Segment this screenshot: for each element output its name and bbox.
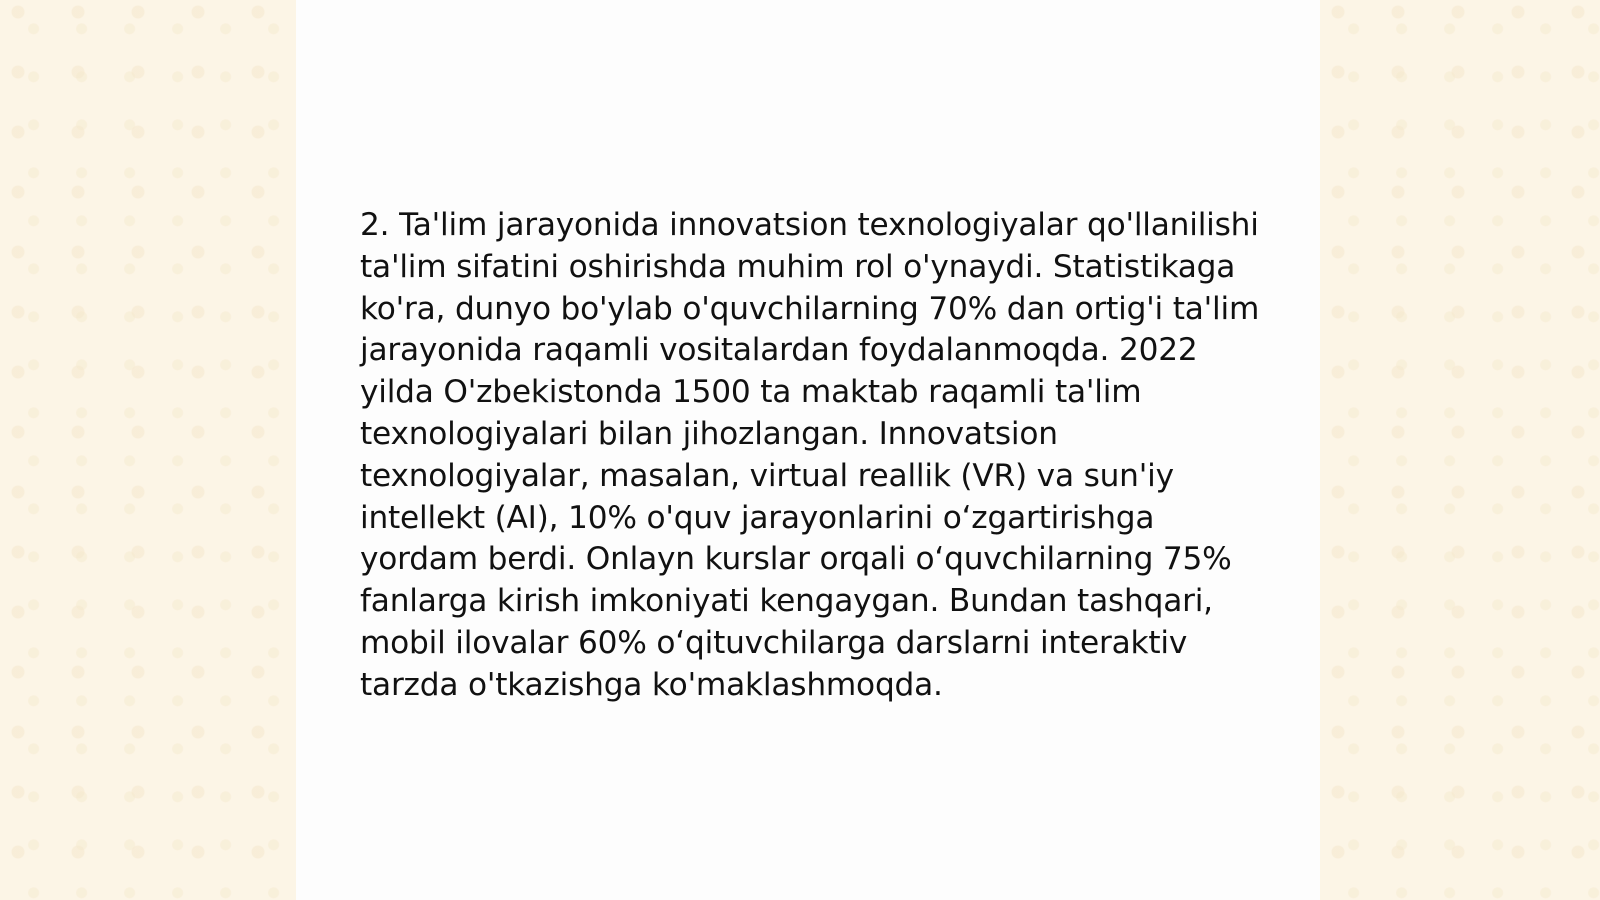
left-background-panel — [0, 0, 296, 900]
right-background-panel — [1320, 0, 1600, 900]
slide-paragraph: 2. Ta'lim jarayonida innovatsion texnologiyalar qo'llanilishi ta'lim sifatini oshirishda muhim rol o'ynaydi. Statistikaga ko'ra, dunyo bo'ylab o'quvchilarning 70% dan ortig'i ta'lim jarayonida raqamli vositalardan foydalanmoqda. 2022 yilda O'zbekistonda 1500 ta maktab raqamli ta'lim texnologiyalari bilan jihozlangan. Innovatsion texnologiyalar, masalan, virtual reallik (VR) va sun'iy intellekt (AI), 10% o'quv jarayonlarini oʻzgartirishga yordam berdi. Onlayn kurslar orqali oʻquvchilarning 75% fanlarga kirish imkoniyati kengaygan. Bundan tashqari, mobil ilovalar 60% oʻqituvchilarga darslarni interaktiv tarzda o'tkazishga ko'maklashmoqda. — [360, 207, 1260, 703]
slide-page — [296, 0, 1320, 900]
